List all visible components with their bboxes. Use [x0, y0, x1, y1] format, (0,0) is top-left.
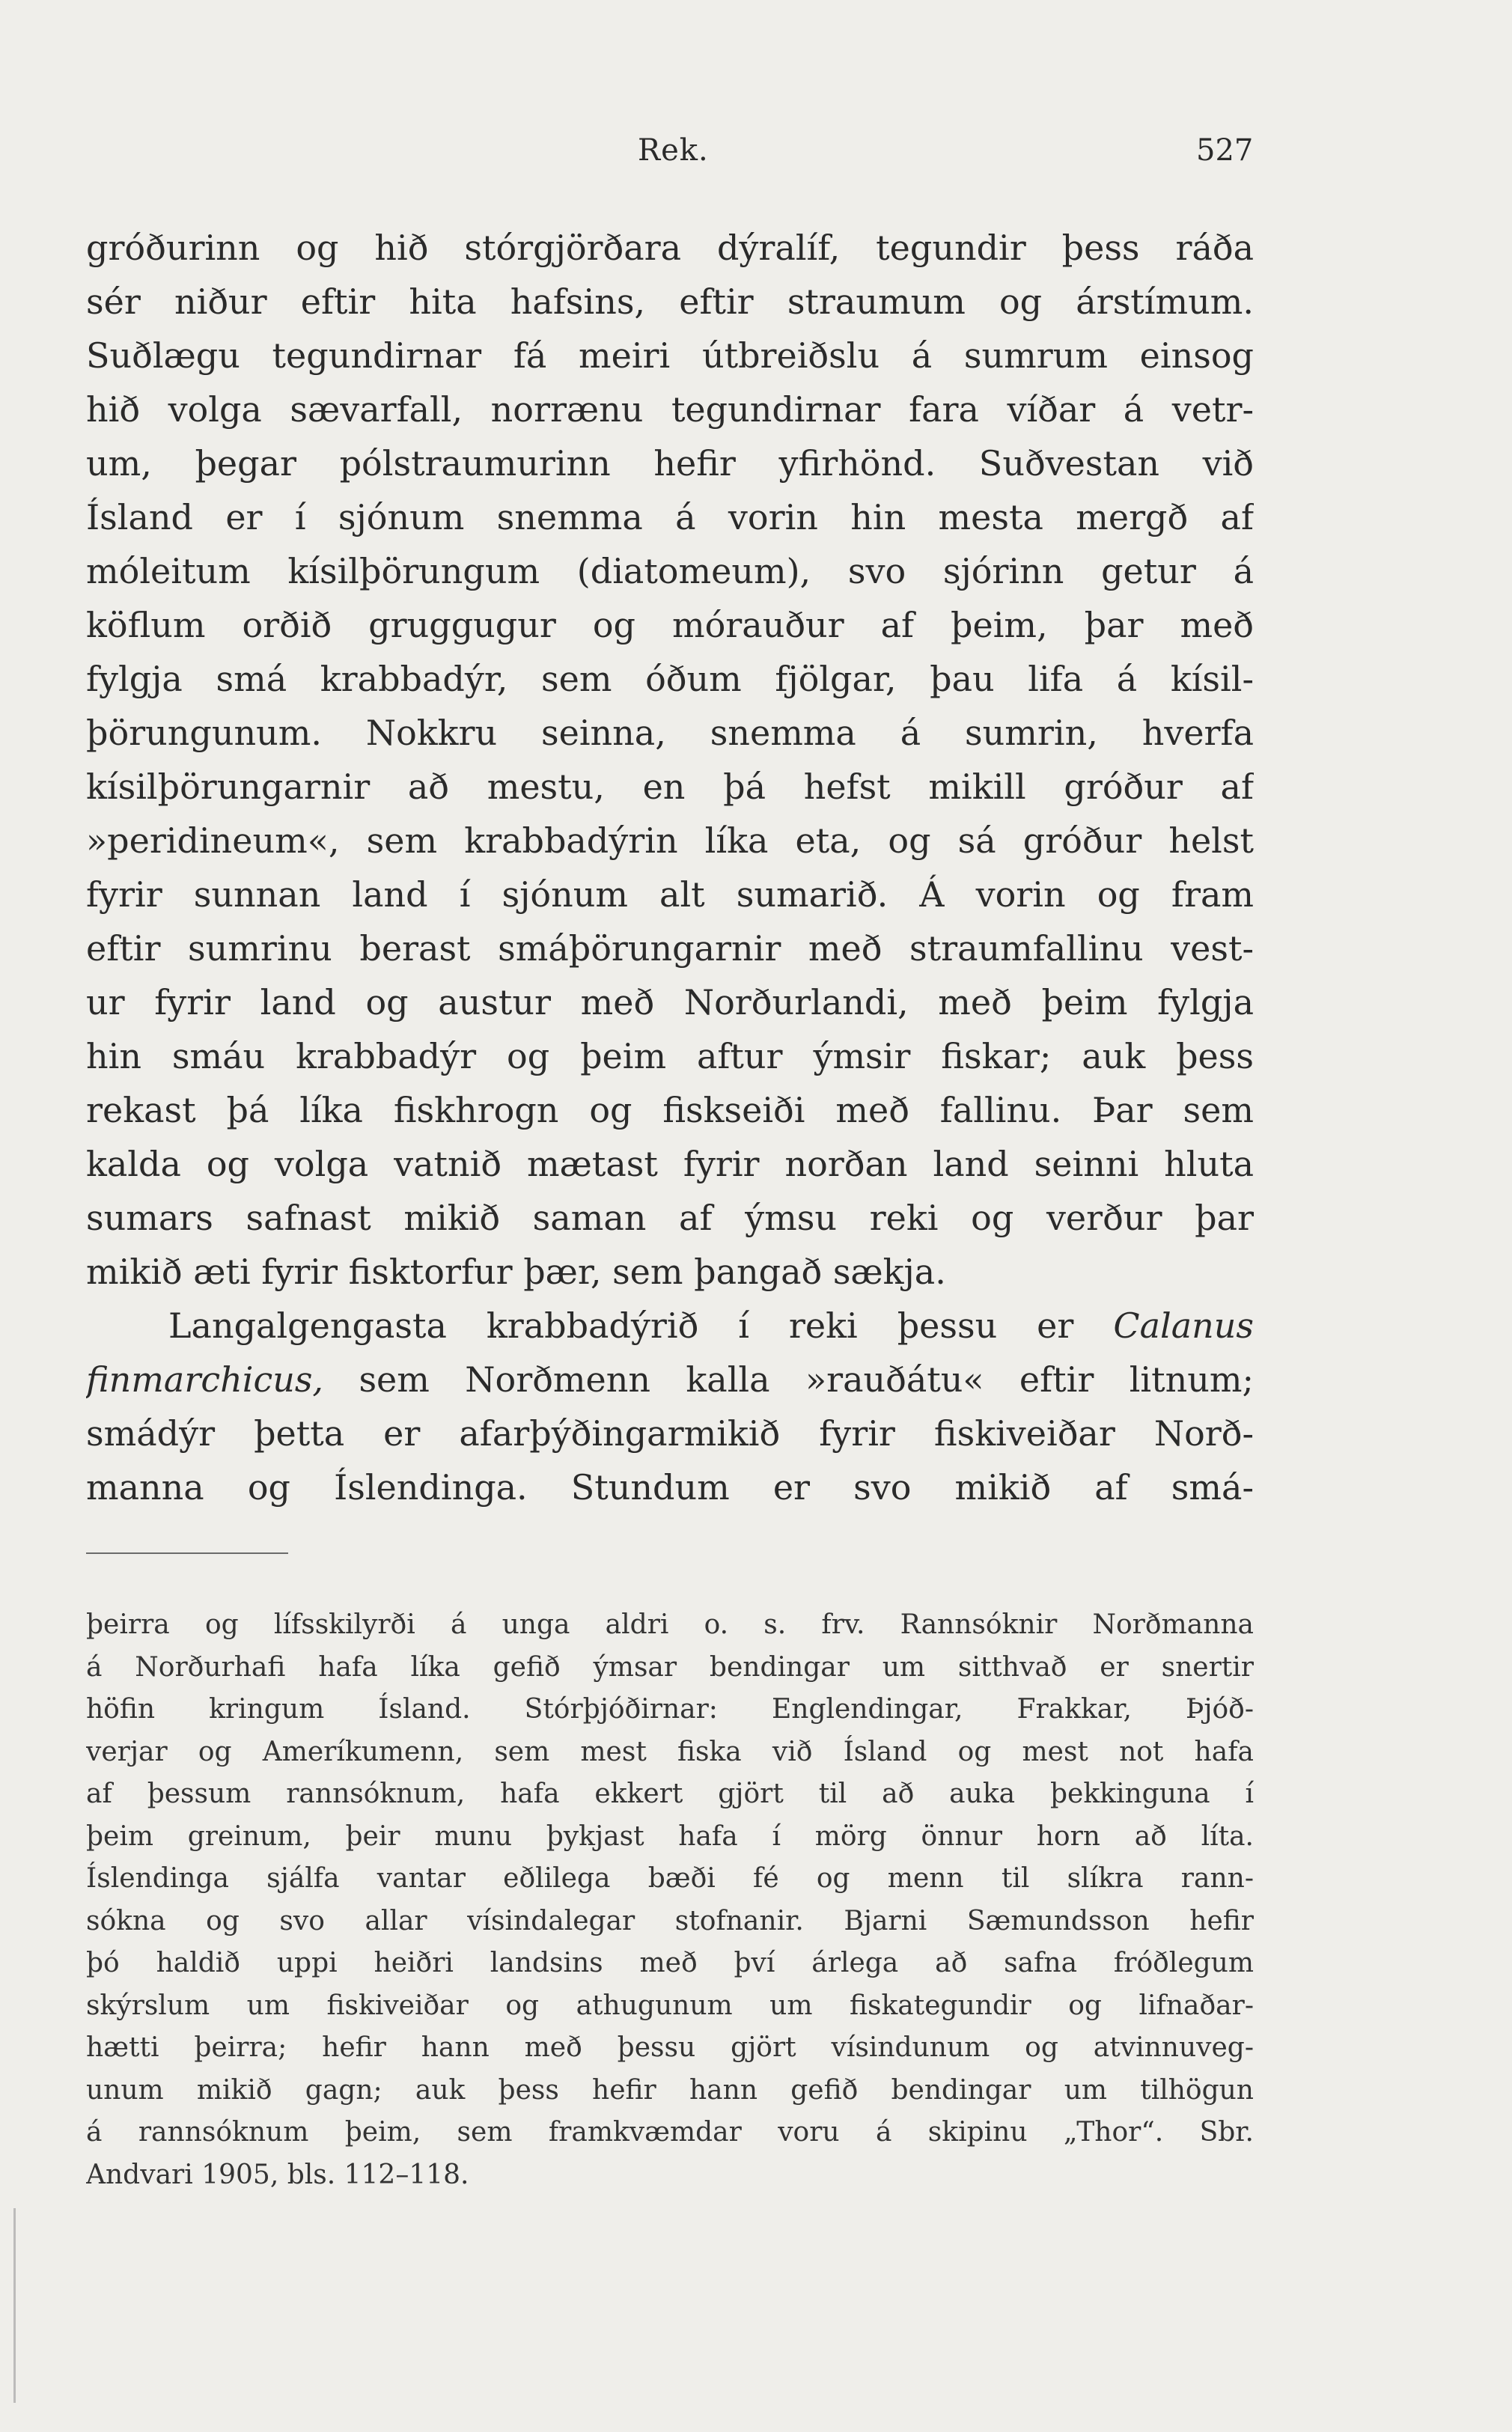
text-line: »peridineum«, sem krabbadýrin líka eta, og sá gróður helst: [86, 820, 1254, 861]
paragraph-2-text: Langalgengasta krabbadýrið í reki þessu er: [168, 1305, 1074, 1346]
paragraph-2-line: [86, 1353, 1254, 1407]
footnote-line: þeirra og lífsskilyrði á unga aldri o. s. frv. Rannsóknir Norðmanna: [86, 1609, 1254, 1640]
footnote-line: af þessum rannsóknum, hafa ekkert gjört til að auka þekkinguna í: [86, 1779, 1254, 1809]
text-line: kalda og volga vatnið mætast fyrir norðan land seinni hluta: [86, 1144, 1254, 1184]
footnote-line: verjar og Ameríkumenn, sem mest fiska við Ísland og mest not hafa: [86, 1736, 1254, 1767]
footnote-line: þeim greinum, þeir munu þykjast hafa í mörg önnur horn að líta.: [86, 1820, 1254, 1852]
paragraph-2-line: [86, 1299, 1254, 1353]
text-line: Ísland er í sjónum snemma á vorin hin mesta mergð af: [86, 497, 1254, 537]
text-line: eftir sumrinu berast smáþörungarnir með straumfallinu vest-: [86, 928, 1254, 969]
footnote-line: Andvari 1905, bls. 112–118.: [86, 2159, 469, 2190]
footnote-line: Íslendinga sjálfa vantar eðlilega bæði fé og menn til slíkra rann-: [86, 1863, 1254, 1894]
text-line: þörungunum. Nokkru seinna, snemma á sumrin, hverfa: [86, 713, 1254, 753]
running-head: Rek.: [638, 133, 709, 168]
text-line: manna og Íslendinga. Stundum er svo mikið af smá-: [86, 1467, 1254, 1508]
footnote-rule: [86, 1552, 288, 1554]
footnote-line: skýrslum um fiskiveiðar og athugunum um fiskategundir og lifnaðar-: [86, 1990, 1254, 2021]
footnote: [86, 1604, 1254, 2196]
text-line: hið volga sævarfall, norrænu tegundirnar fara víðar á vetr-: [86, 389, 1254, 430]
footnote-line: sókna og svo allar vísindalegar stofnanir. Bjarni Sæmundsson hefir: [86, 1905, 1254, 1936]
text-line: hin smáu krabbadýr og þeim aftur ýmsir fiskar; auk þess: [86, 1036, 1254, 1076]
footnote-line: á rannsóknum þeim, sem framkvæmdar voru á skipinu „Thor“. Sbr.: [86, 2117, 1254, 2148]
page-number: 527: [1196, 133, 1254, 168]
text-line: smádýr þetta er afarþýðingarmikið fyrir fiskiveiðar Norð-: [86, 1413, 1254, 1454]
text-line: kísilþörungarnir að mestu, en þá hefst mikill gróður af: [86, 767, 1254, 807]
footnote-line: unum mikið gagn; auk þess hefir hann gefið bendingar um tilhögun: [86, 2074, 1254, 2106]
footnote-line: hætti þeirra; hefir hann með þessu gjört vísindunum og atvinnuveg-: [86, 2032, 1254, 2063]
text-line: fylgja smá krabbadýr, sem óðum fjölgar, þau lifa á kísil-: [86, 659, 1254, 699]
text-line: um, þegar pólstraumurinn hefir yfirhönd. Suðvestan við: [86, 443, 1254, 484]
main-text: [86, 221, 1254, 1514]
paragraph-2-text: sem Norðmenn kalla »rauðátu« eftir litnum;: [359, 1359, 1254, 1400]
text-line: mikið æti fyrir fisktorfur þær, sem þangað sækja.: [86, 1252, 946, 1292]
text-line: gróðurinn og hið stórgjörðara dýralíf, tegundir þess ráða: [86, 228, 1254, 268]
text-line: ur fyrir land og austur með Norðurlandi, með þeim fylgja: [86, 982, 1254, 1023]
text-line: rekast þá líka fiskhrogn og fiskseiði með fallinu. Þar sem: [86, 1090, 1254, 1130]
text-line: Suðlægu tegundirnar fá meiri útbreiðslu á sumrum einsog: [86, 335, 1254, 376]
text-line: fyrir sunnan land í sjónum alt sumarið. Á vorin og fram: [86, 874, 1254, 915]
text-line: sumars safnast mikið saman af ýmsu reki og verður þar: [86, 1198, 1254, 1238]
text-line: köflum orðið gruggugur og mórauður af þeim, þar með: [86, 605, 1254, 645]
footnote-line: höfin kringum Ísland. Stórþjóðirnar: Englendingar, Frakkar, Þjóð-: [86, 1694, 1254, 1725]
footnote-line: á Norðurhafi hafa líka gefið ýmsar bendingar um sitthvað er snertir: [86, 1651, 1254, 1683]
page-header: [0, 133, 1512, 178]
text-line: móleitum kísilþörungum (diatomeum), svo sjórinn getur á: [86, 551, 1254, 591]
text-line: sér niður eftir hita hafsins, eftir straumum og árstímum.: [86, 281, 1254, 322]
species-name-genus: Calanus: [1113, 1305, 1254, 1346]
footnote-line: þó haldið uppi heiðri landsins með því árlega að safna fróðlegum: [86, 1948, 1254, 1978]
species-name-epithet: finmarchicus,: [86, 1359, 324, 1400]
scan-edge-mark: [13, 2208, 16, 2403]
